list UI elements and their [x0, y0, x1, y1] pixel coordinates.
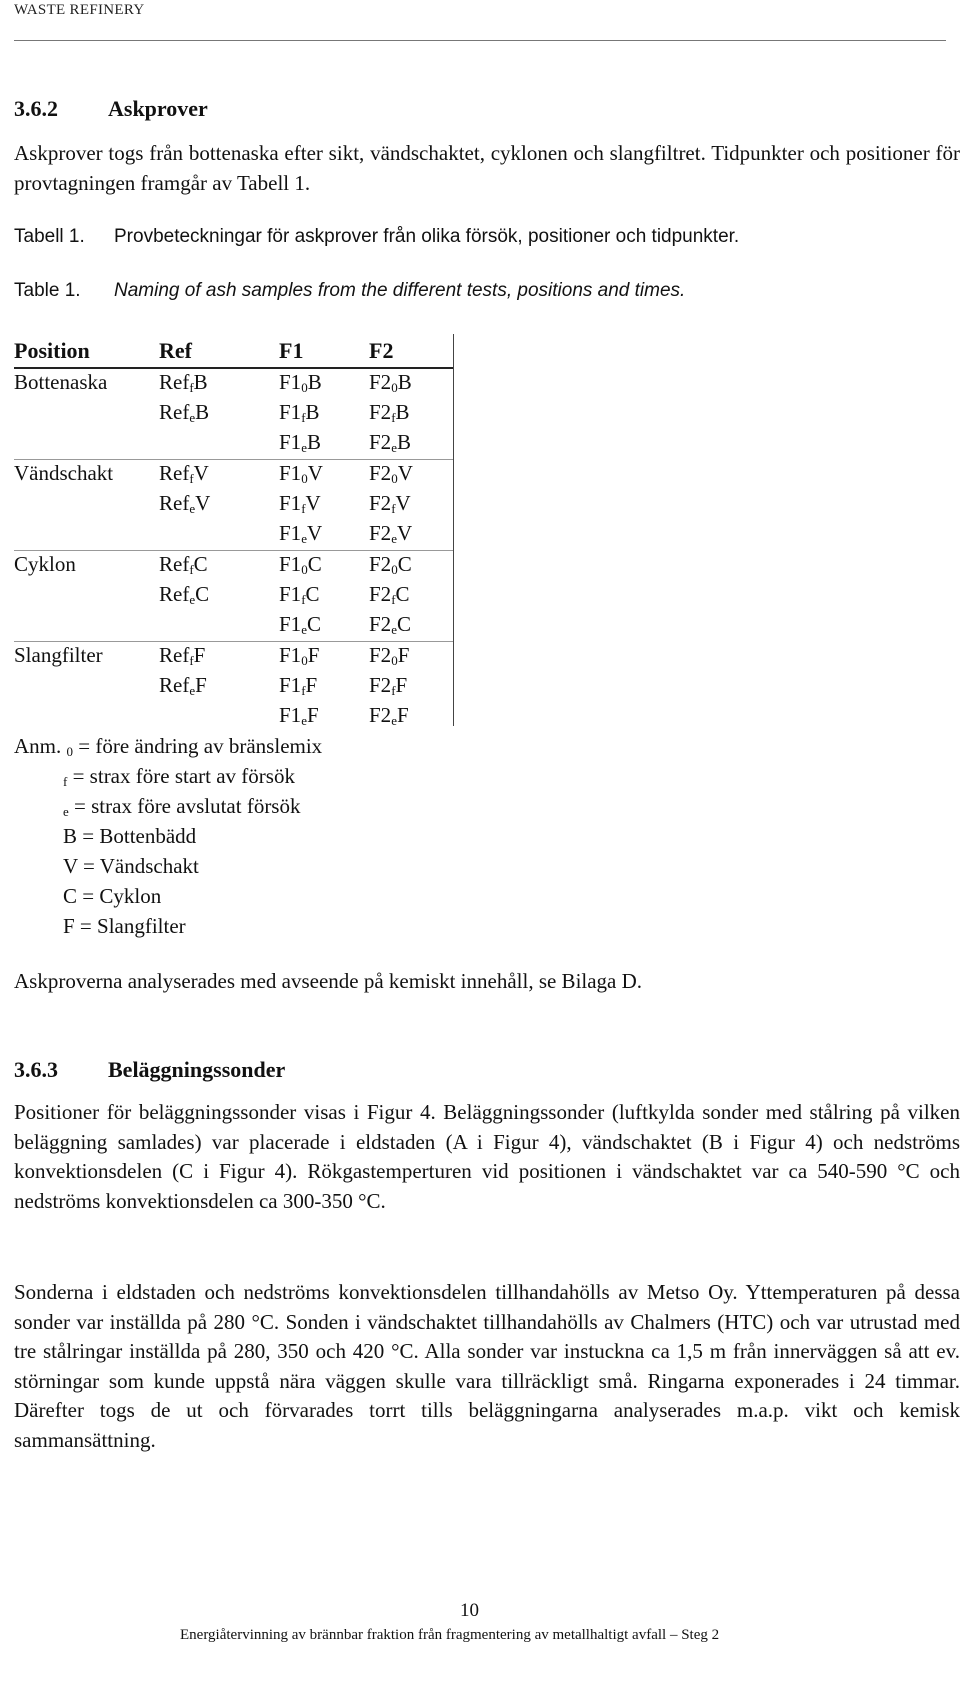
table-cell-f2: $F2_fF$ [369, 673, 408, 698]
table-cell-f1: $F1_fF$ [279, 673, 318, 698]
section-title: Beläggningssonder [108, 1057, 286, 1082]
table-cell-f1: $F1_fV$ [279, 491, 321, 516]
section-heading-belaggningssonder [14, 1057, 285, 1083]
note-line: $_f$ = strax före start av försök [63, 764, 295, 789]
paragraph-askprover: Askprover togs från bottenaska efter sikt, vändschaktet, cyklonen och slangfiltret. Tidpunkter och positioner för provtagningen framgår av Tabell 1. [14, 141, 960, 195]
note-line: V = Vändschakt [63, 854, 199, 878]
table-cell-f2: $F2_0B$ [369, 370, 412, 395]
paragraph-probes: Sonderna i eldstaden och nedströms konvektionsdelen tillhandahölls av Metso Oy. Yttemperaturen på dessa sonder var inställda på 280 °C. Sonden i vändschaktet tillhandahölls av Chalmers (HTC) och var utrustad med tre stålringar inställda på 280, 350 och 420 °C. Alla sonder var instuckna ca 1,5 m från innerväggen så att ev. störningar som kunde uppstå nära väggen skulle vara tillräckligt små. Ringarna exponerades i 24 timmar. Därefter togs de ut och förvarades torrt tills beläggningarna analyserades m.a.p. vikt och kemisk sammansättning. [14, 1280, 960, 1452]
table-cell-f2: $F2_0C$ [369, 552, 412, 577]
table-cell-f2: $F2_eF$ [369, 703, 409, 728]
table-cell-f2: $F2_eC$ [369, 612, 411, 637]
caption-text-sv: Provbeteckningar för askprover från olika försök, positioner och tidpunkter. [114, 226, 740, 247]
note-line: $_e$ = strax före avslutat försök [63, 794, 301, 819]
table-cell-f1: $F1_eB$ [279, 430, 321, 455]
caption-label-sv: Tabell 1. [14, 226, 85, 247]
note-line: B = Bottenbädd [63, 824, 197, 848]
table-header-f2: F2 [369, 338, 394, 363]
table-cell-position: Cyklon [14, 552, 76, 576]
table-cell-position: Vändschakt [14, 461, 114, 485]
table-header-position: Position [14, 338, 90, 363]
table-header-f1: F1 [279, 338, 304, 363]
table-header-rule [14, 367, 453, 369]
caption-text-en: Naming of ash samples from the different tests, positions and times. [114, 280, 686, 301]
table-cell-ref: Ref$_e$V [159, 491, 211, 516]
caption-label-en: Table 1. [14, 280, 81, 301]
running-title: WASTE REFINERY [14, 2, 145, 18]
note-line: F = Slangfilter [63, 914, 186, 938]
table-cell-position: Slangfilter [14, 643, 103, 667]
note-line: C = Cyklon [63, 884, 162, 908]
table-cell-f2: $F2_fB$ [369, 400, 410, 425]
table-cell-f2: $F2_fV$ [369, 491, 411, 516]
table-cell-position: Bottenaska [14, 370, 108, 394]
table-cell-ref: Ref$_f$V [159, 461, 209, 486]
table-group-separator [14, 459, 453, 460]
table-cell-f2: $F2_eB$ [369, 430, 411, 455]
running-header [14, 0, 946, 41]
section-heading-askprover [14, 96, 208, 122]
table-cell-f2: $F2_0F$ [369, 643, 410, 668]
table-cell-f1: $F1_fC$ [279, 582, 320, 607]
table-cell-ref: Ref$_f$F [159, 643, 206, 668]
paragraph-analysis: Askproverna analyserades med avseende på kemiskt innehåll, se Bilaga D. [14, 969, 643, 993]
table-cell-f1: $F1_0B$ [279, 370, 322, 395]
table-cell-f1: $F1_eF$ [279, 703, 319, 728]
table-group-separator [14, 550, 453, 551]
section-number: 3.6.2 [14, 96, 58, 121]
footer-text: Energiåtervinning av brännbar fraktion från fragmentering av metallhaltigt avfall – Steg 2 [180, 1627, 720, 1643]
table-cell-f2: $F2_eV$ [369, 521, 413, 546]
table-cell-f1: $F1_0C$ [279, 552, 322, 577]
table-cell-f1: $F1_fB$ [279, 400, 320, 425]
table-cell-f1: $F1_0V$ [279, 461, 323, 486]
table-cell-f2: $F2_0V$ [369, 461, 413, 486]
table-cell-ref: Ref$_e$F [159, 673, 207, 698]
table-caption-en [14, 280, 685, 302]
table-group-separator [14, 641, 453, 642]
table-cell-ref: Ref$_e$B [159, 400, 210, 425]
table-cell-f2: $F2_fC$ [369, 582, 410, 607]
note-line: Anm. $_0$ = före ändring av bränslemix [14, 734, 323, 759]
page-number: 10 [460, 1600, 479, 1621]
table-cell-f1: $F1_0F$ [279, 643, 320, 668]
table-cell-ref: Ref$_e$C [159, 582, 210, 607]
table-header-ref: Ref [159, 338, 192, 363]
table-cell-f1: $F1_eC$ [279, 612, 321, 637]
section-number: 3.6.3 [14, 1057, 58, 1082]
paragraph-positions: Positioner för beläggningssonder visas i Figur 4. Beläggningssonder (luftkylda sonder med stålring på vilken beläggning samlades) var placerade i eldstaden (A i Figur 4), vändschaktet (B i Figur 4) och nedströms konvektionsdelen (C i Figur 4). Rökgastemperturen vid positionen i vändschaktet var ca 540-590 °C och nedströms konvektionsdelen ca 300-350 °C. [14, 1100, 960, 1213]
section-title: Askprover [108, 96, 208, 121]
table-cell-f1: $F1_eV$ [279, 521, 323, 546]
table-cell-ref: Ref$_f$B [159, 370, 208, 395]
table-cell-ref: Ref$_f$C [159, 552, 208, 577]
sample-table [14, 334, 454, 726]
table-caption-sv [14, 226, 739, 248]
